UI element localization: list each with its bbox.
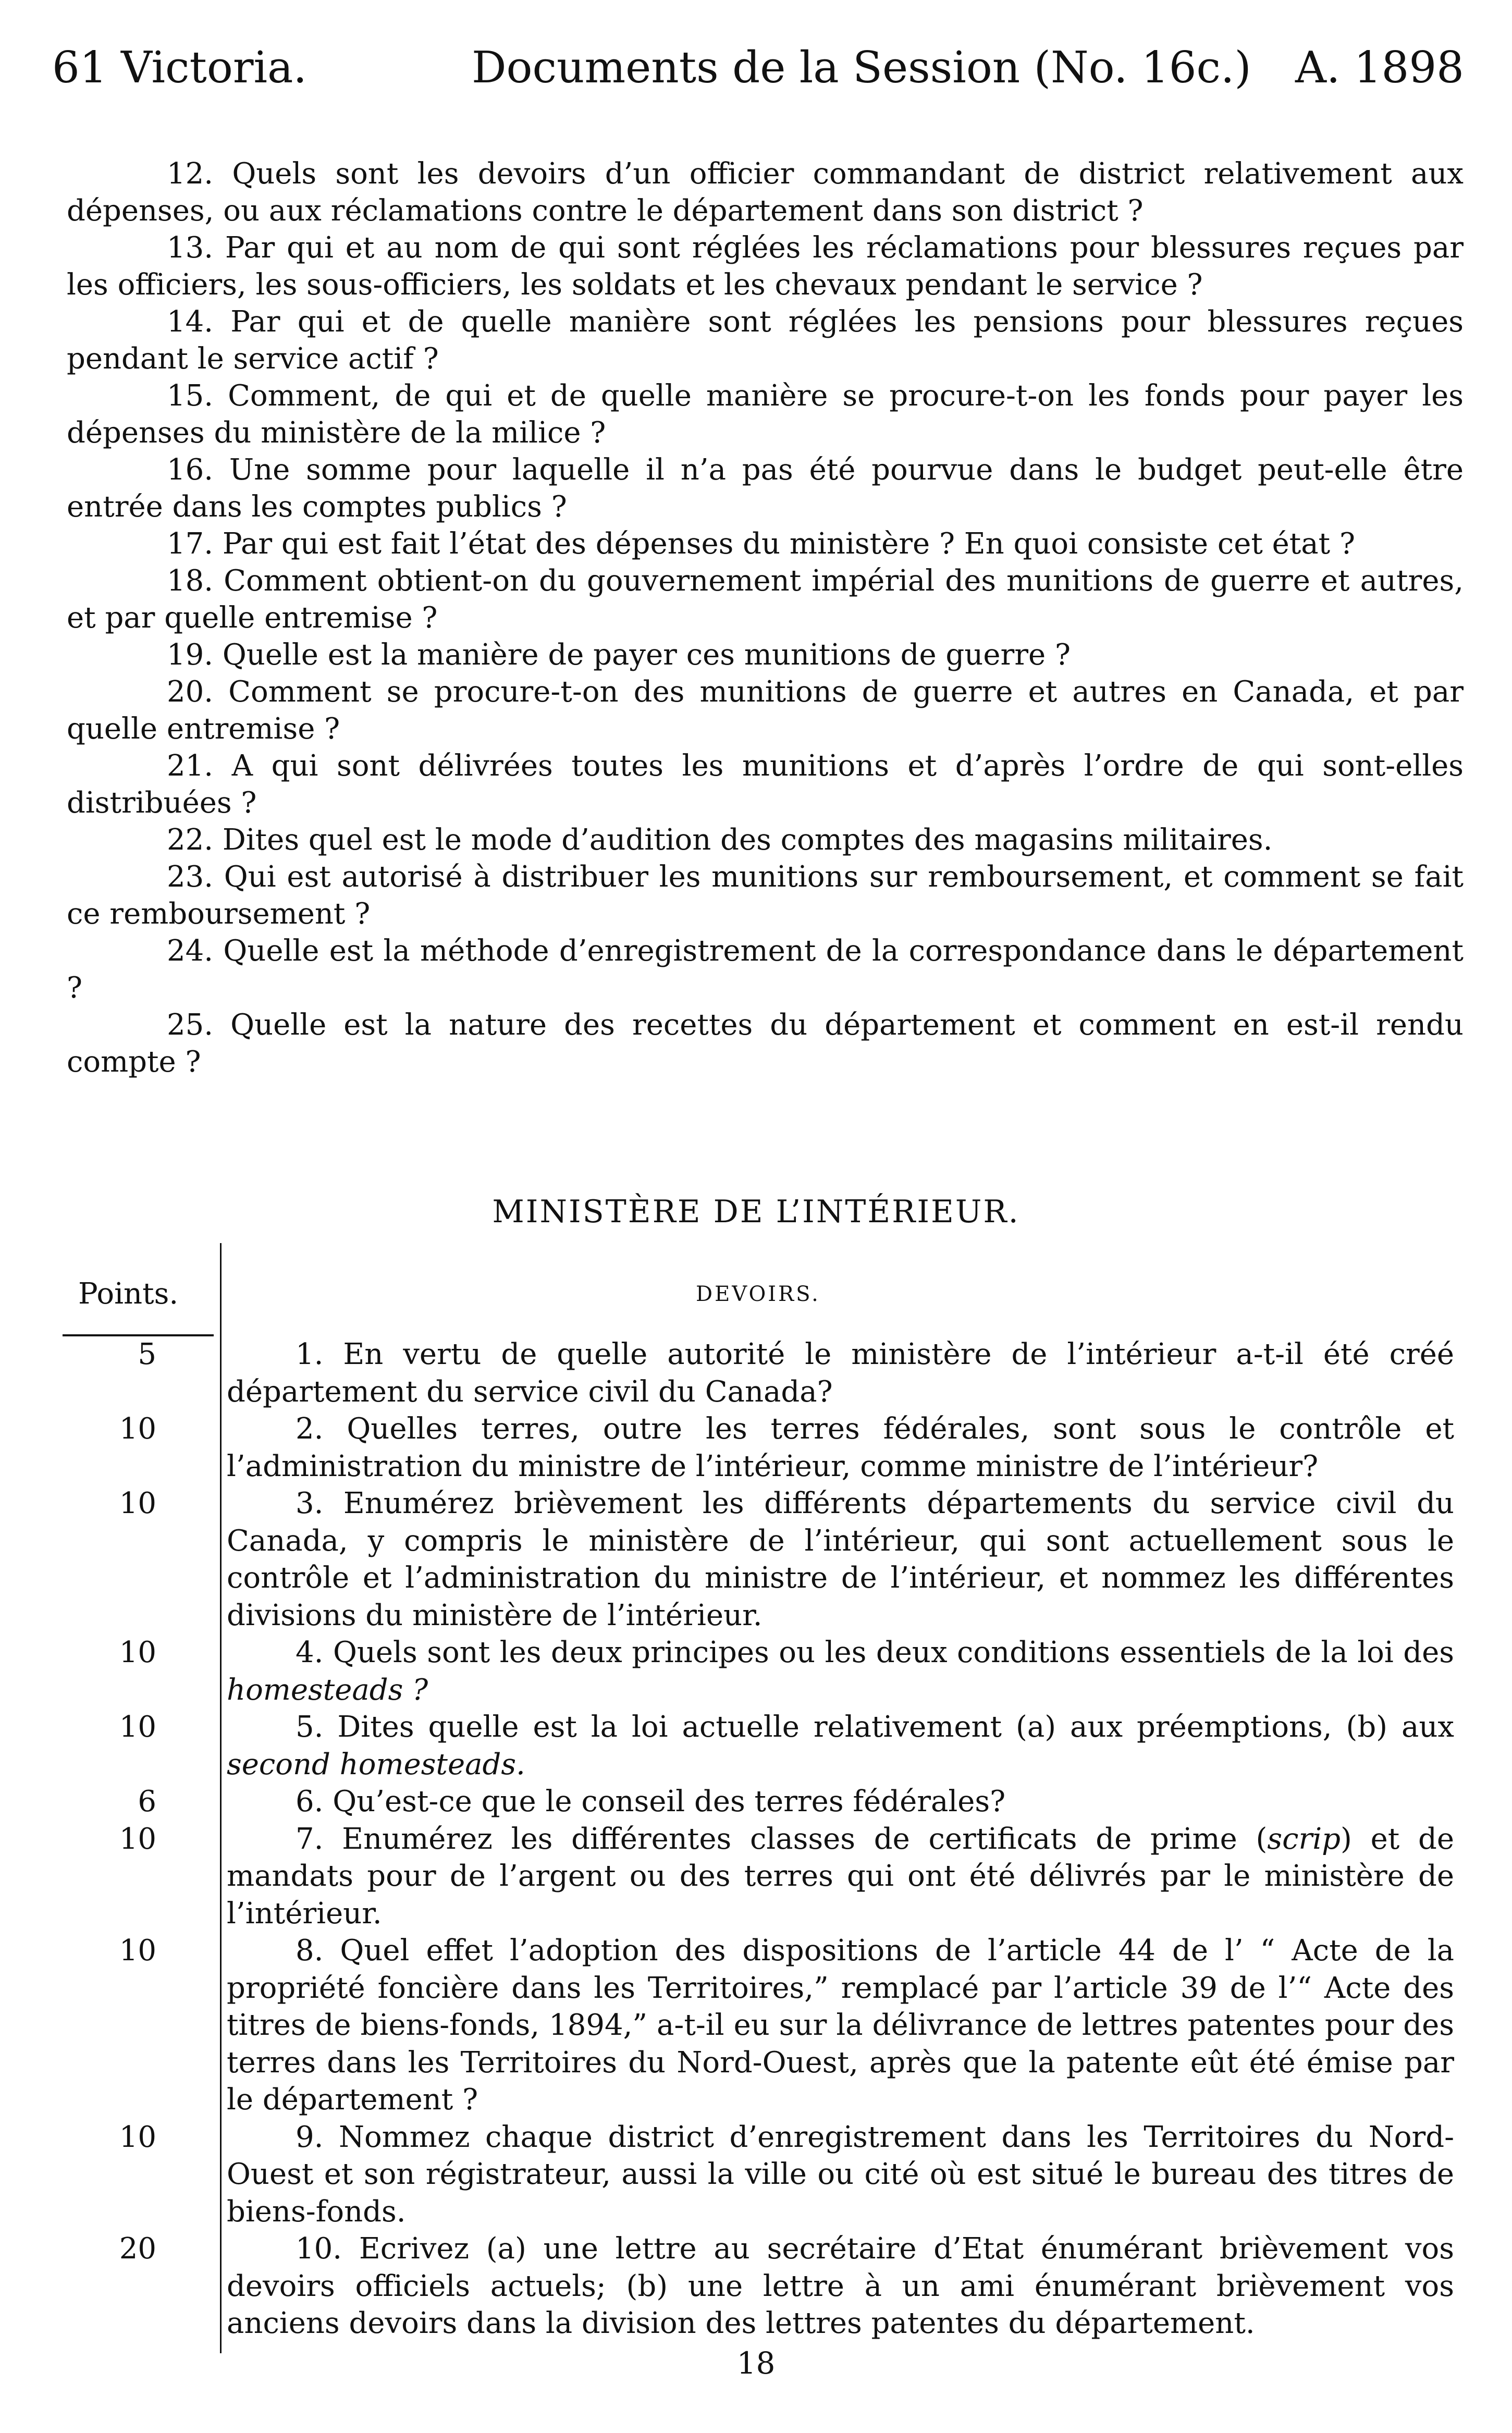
row-italic: homesteads ? (227, 1673, 428, 1707)
row-question: 1. En vertu de quelle autorité le ministère de l’intérieur a-t-il été créé département du service civil du Canada? (227, 1337, 1454, 1409)
row-italic: scrip (1267, 1822, 1341, 1856)
row-question (227, 1821, 1454, 1933)
row-question (227, 1634, 1454, 1709)
page-number: 18 (736, 2345, 776, 2381)
row-italic: second homesteads. (227, 1747, 525, 1781)
header-regnal-year: 61 Victoria. (52, 42, 307, 93)
row-points: 10 (119, 1636, 156, 1669)
row-points: 20 (119, 2232, 156, 2266)
row-points: 10 (119, 1934, 156, 1968)
row-question (227, 1709, 1454, 1783)
question-17: 17. Par qui est fait l’état des dépenses du ministère ? En quoi consiste cet état ? (167, 527, 1356, 561)
question-list (67, 155, 1464, 1080)
question-13: 13. Par qui et au nom de qui sont réglées les réclamations pour blessures reçues par les officiers, les sous-officiers, les soldats et les chevaux pendant le service ? (67, 231, 1464, 302)
row-points: 10 (119, 1486, 156, 1520)
table-row (0, 1821, 1512, 1933)
row-question: 2. Quelles terres, outre les terres fédérales, sont sous le contrôle et l’administration du ministre de l’intérieur, comme ministre de l’intérieur? (227, 1412, 1454, 1483)
table-row (0, 2230, 1512, 2342)
question-19: 19. Quelle est la manière de payer ces munitions de guerre ? (167, 638, 1071, 672)
question-25: 25. Quelle est la nature des recettes du département et comment en est-il rendu compte ? (67, 1008, 1464, 1079)
points-column-header: Points. (78, 1277, 179, 1311)
row-text: 7. Enumérez les différentes classes de certificats de prime ( (296, 1822, 1268, 1856)
row-text: 4. Quels sont les deux principes ou les deux conditions essentiels de la loi des (296, 1636, 1454, 1669)
question-16: 16. Une somme pour laquelle il n’a pas été pourvue dans le budget peut-elle être entrée dans les comptes publics ? (67, 453, 1464, 524)
question-12: 12. Quels sont les devoirs d’un officier commandant de district relativement aux dépenses, ou aux réclamations contre le département dans son district ? (67, 157, 1464, 228)
question-18: 18. Comment obtient-on du gouvernement impérial des munitions de guerre et autres, et par quelle entremise ? (67, 564, 1464, 635)
table-row (0, 1932, 1512, 2119)
row-text: 5. Dites quelle est la loi actuelle relativement (a) aux préemptions, (b) aux (296, 1710, 1454, 1744)
table-row (0, 1783, 1512, 1821)
row-points: 10 (119, 1710, 156, 1744)
section-title: MINISTÈRE DE L’INTÉRIEUR. (492, 1194, 1020, 1230)
row-question: 9. Nommez chaque district d’enregistrement dans les Territoires du Nord-Ouest et son régistrateur, aussi la ville ou cité où est situé le bureau des titres de biens-fonds. (227, 2120, 1454, 2229)
header-title: Documents de la Session (No. 16c.) (472, 42, 1251, 93)
row-question: 8. Quel effet l’adoption des dispositions de l’article 44 de l’ “ Acte de la propriété foncière dans les Territoires,” remplacé par l’article 39 de l’“ Acte des titres de biens-fonds, 1894,” a-t-il eu sur la délivrance de lettres patentes pour des terres dans les Territoires du Nord-Ouest, après que la patente eût été émise par le département ? (227, 1934, 1454, 2117)
header-year: A. 1898 (1295, 42, 1464, 93)
row-points: 6 (138, 1785, 156, 1818)
row-question: 6. Qu’est-ce que le conseil des terres fédérales? (296, 1785, 1006, 1818)
question-20: 20. Comment se procure-t-on des munitions de guerre et autres en Canada, et par quelle entremise ? (67, 675, 1464, 746)
table-row (0, 1634, 1512, 1709)
question-14: 14. Par qui et de quelle manière sont réglées les pensions pour blessures reçues pendant le service actif ? (67, 305, 1464, 376)
question-24: 24. Quelle est la méthode d’enregistrement de la correspondance dans le département ? (67, 934, 1464, 1005)
duties-column-header: DEVOIRS. (696, 1282, 820, 1306)
duties-table (0, 1336, 1512, 2342)
row-points: 10 (119, 1412, 156, 1446)
table-row (0, 1410, 1512, 1485)
question-22: 22. Dites quel est le mode d’audition des comptes des magasins militaires. (167, 823, 1273, 857)
table-row (0, 1485, 1512, 1634)
question-15: 15. Comment, de qui et de quelle manière se procure-t-on les fonds pour payer les dépenses du ministère de la milice ? (67, 379, 1464, 450)
table-row (0, 2119, 1512, 2231)
row-question: 10. Ecrivez (a) une lettre au secrétaire d’Etat énumérant brièvement vos devoirs officiels actuels; (b) une lettre à un ami énumérant brièvement vos anciens devoirs dans la division des lettres patentes du département. (227, 2232, 1454, 2340)
row-question: 3. Enumérez brièvement les différents départements du service civil du Canada, y compris le ministère de l’intérieur, qui sont actuellement sous le contrôle et l’administration du ministre de l’intérieur, et nommez les différentes divisions du ministère de l’intérieur. (227, 1486, 1454, 1632)
row-points: 10 (119, 1822, 156, 1856)
row-points: 10 (119, 2120, 156, 2154)
row-text-after: ) et de mandats pour de l’argent ou des terres qui ont été délivrés par le ministère de l’intérieur. (227, 1822, 1454, 1931)
row-points: 5 (138, 1337, 156, 1371)
table-row (0, 1336, 1512, 1410)
question-23: 23. Qui est autorisé à distribuer les munitions sur remboursement, et comment se fait ce remboursement ? (67, 860, 1464, 931)
question-21: 21. A qui sont délivrées toutes les munitions et d’après l’ordre de qui sont-elles distribuées ? (67, 749, 1464, 820)
table-row (0, 1709, 1512, 1783)
